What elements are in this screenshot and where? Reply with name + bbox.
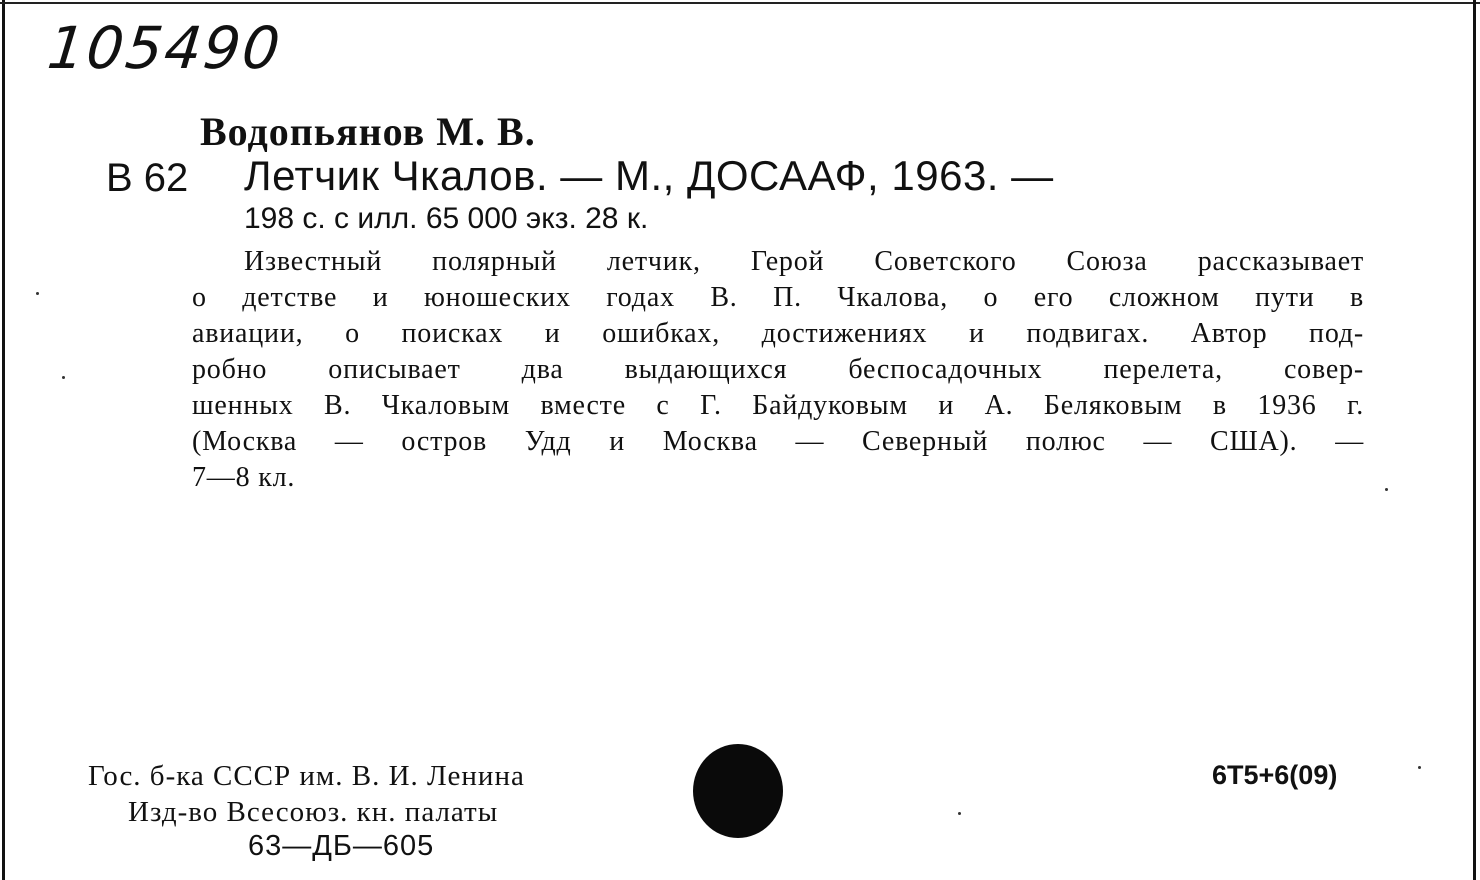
speck: [36, 292, 39, 295]
annotation-line: о детстве и юношеских годах В. П. Чкалова, о его сложном пути в: [192, 282, 1364, 313]
card-number: 63—ДБ—605: [248, 830, 435, 862]
annotation-line: авиации, о поисках и ошибках, достижениях и подвигах. Автор под-: [192, 318, 1364, 349]
card-right-edge: [1473, 0, 1476, 880]
speck: [1418, 766, 1421, 769]
annotation-line: шенных В. Чкаловым вместе с Г. Байдуковым и А. Беляковым в 1936 г.: [192, 390, 1364, 421]
library-line: Гос. б-ка СССР им. В. И. Ленина: [88, 760, 525, 792]
annotation: [192, 244, 1364, 496]
annotation-line: Известный полярный летчик, Герой Советского Союза рассказывает: [244, 246, 1364, 277]
collation: 198 с. с илл. 65 000 экз. 28 к.: [244, 202, 649, 235]
card-top-edge: [0, 2, 1480, 4]
annotation-line: (Москва — остров Удд и Москва — Северный полюс — США). —: [192, 426, 1364, 457]
classification-code: 6Т5+6(09): [1212, 760, 1338, 790]
card-left-edge: [2, 0, 5, 880]
annotation-line: робно описывает два выдающихся беспосадочных перелета, совер-: [192, 354, 1364, 385]
author-heading: Водопьянов М. В.: [200, 109, 536, 154]
speck: [958, 812, 961, 815]
speck: [1385, 488, 1388, 491]
punch-hole: [693, 744, 783, 838]
title-imprint: Летчик Чкалов. — М., ДОСААФ, 1963. —: [244, 152, 1054, 199]
library-line: Изд-во Всесоюз. кн. палаты: [128, 796, 499, 828]
annotation-line: 7—8 кл.: [192, 462, 296, 493]
speck: [62, 376, 65, 379]
call-index: В 62: [106, 156, 189, 200]
inventory-number: 105490: [44, 14, 285, 82]
